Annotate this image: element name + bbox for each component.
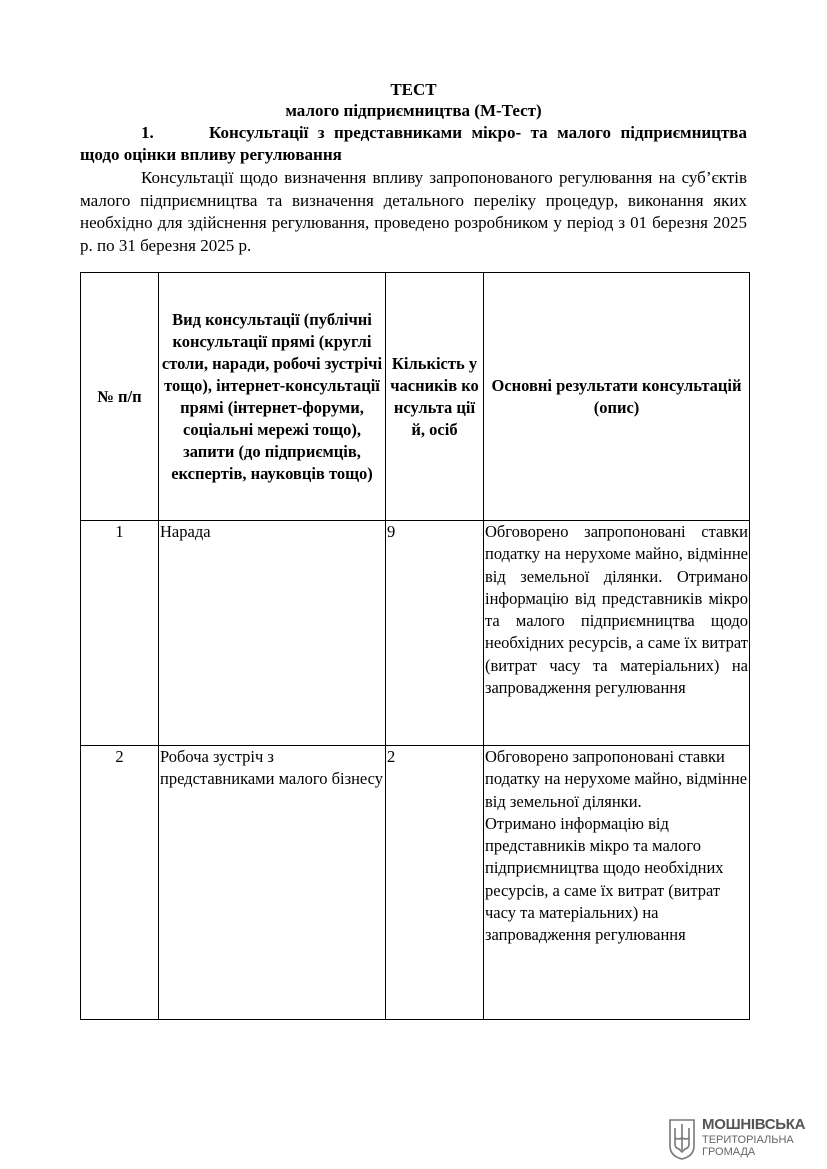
consultations-table: [80, 272, 750, 1020]
document-subtitle: малого підприємництва (М-Тест): [285, 101, 542, 120]
row-results-part2: Отримано інформацію від представників мікро та малого підприємництва щодо необхідних ресурсів, а саме їх витрат (витрат часу та матеріальних) на запровадження регулювання: [485, 813, 724, 945]
row-count: 2: [386, 746, 484, 1020]
intro-paragraph: Консультації щодо визначення впливу запропонованого регулювання на суб’єктів малого підприємництва та визначення детального переліку процедур, виконання яких необхідно для здійснення регулювання, проведено розробником у період з 01 березня 2025 р. по 31 березня 2025 р.: [80, 168, 747, 255]
logo-line2: ТЕРИТОРІАЛЬНА: [702, 1134, 794, 1146]
logo-name: МОШНІВСЬКА: [702, 1116, 806, 1133]
table-row: [81, 746, 750, 1020]
header-count: Кількість учасників консульта ції й, осіб: [386, 273, 484, 521]
community-logo: [668, 1116, 808, 1162]
row-results: [484, 746, 750, 1020]
table-row: [81, 521, 750, 746]
row-num: 2: [81, 746, 159, 1020]
row-num: 1: [81, 521, 159, 746]
trident-icon: [668, 1116, 696, 1160]
section-heading-text: Консультації з представниками мікро- та малого підприємництва щодо оцінки впливу регулювання: [80, 123, 747, 164]
header-results: Основні результати консультацій (опис): [484, 273, 750, 521]
table-header-row: [81, 273, 750, 521]
row-type: Нарада: [159, 521, 386, 746]
section-number: 1.: [141, 123, 154, 142]
row-count: 9: [386, 521, 484, 746]
row-type: Робоча зустріч з представниками малого бізнесу: [159, 746, 386, 1020]
header-num: № п/п: [81, 273, 159, 521]
document-title: ТЕСТ: [390, 80, 437, 99]
header-type: Вид консультації (публічні консультації прямі (круглі столи, наради, робочі зустрічі тощо), інтернет-консультації прямі (інтернет-форуми, соціальні мережі тощо), запити (до підприємців, експертів, науковців тощо): [159, 273, 386, 521]
logo-line3: ГРОМАДА: [702, 1146, 756, 1158]
row-results-part1: Обговорено запропоновані ставки податку на нерухоме майно, відмінне від земельної ділянки.: [485, 747, 748, 811]
section-heading: [80, 122, 747, 166]
row-results: Обговорено запропоновані ставки податку на нерухоме майно, відмінне від земельної ділянки. Отримано інформацію від представників мікро та малого підприємництва щодо необхідних ресурсів, а саме їх витрат (витрат часу та матеріальних) на запровадження регулювання: [484, 521, 750, 746]
